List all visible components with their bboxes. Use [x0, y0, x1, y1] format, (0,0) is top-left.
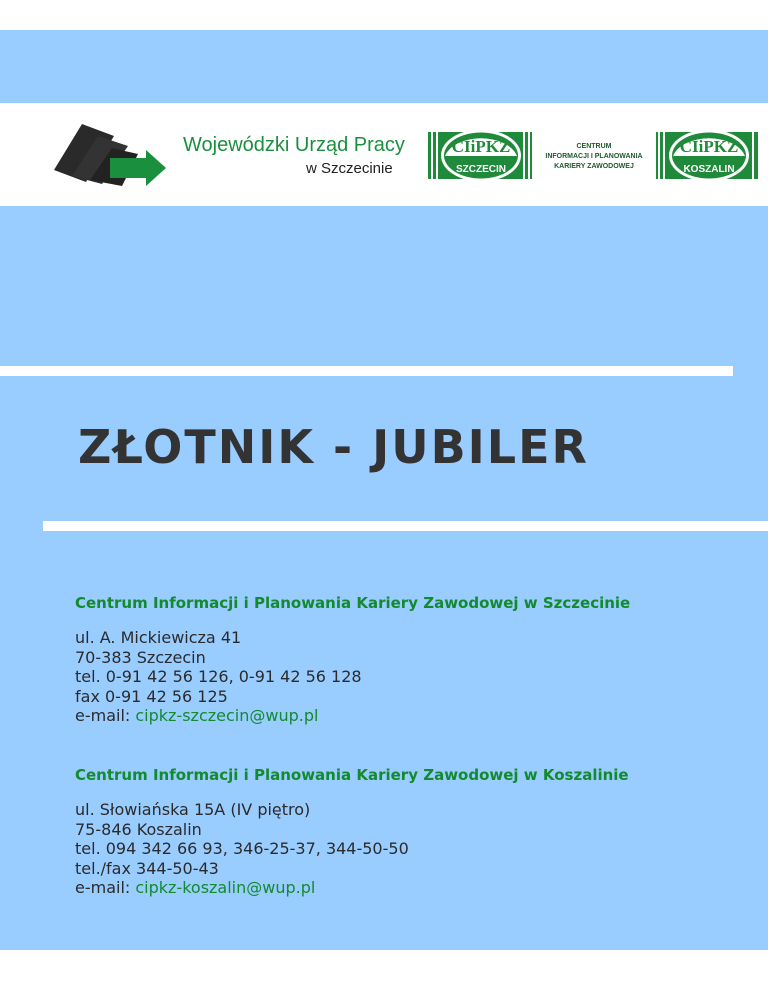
- contact-heading: Centrum Informacji i Planowania Kariery Zawodowej w Koszalinie: [75, 766, 629, 784]
- cipkz-banner-logo: [428, 128, 758, 183]
- contact-fax: fax 0-91 42 56 125: [75, 686, 228, 706]
- contact-phone: tel. 0-91 42 56 126, 0-91 42 56 128: [75, 667, 362, 686]
- contact-postal: 70-383 Szczecin: [75, 647, 206, 667]
- contact-email-line: [75, 706, 755, 726]
- wup-logo: [52, 122, 168, 188]
- contact-email-line: [75, 878, 755, 898]
- page-title: ZŁOTNIK - JUBILER: [78, 420, 589, 474]
- org-name: Wojewódzki Urząd Pracy: [183, 134, 405, 156]
- contact-heading: Centrum Informacji i Planowania Kariery Zawodowej w Szczecinie: [75, 594, 631, 612]
- right-logo-top-text: CIiPKZ: [679, 137, 739, 156]
- left-logo-top-text: CIiPKZ: [451, 137, 511, 156]
- banner-center-line2: INFORMACJI I PLANOWANIA: [545, 153, 643, 160]
- contact-address: ul. Słowiańska 15A (IV piętro): [75, 800, 311, 819]
- banner-center-line3: KARIERY ZAWODOWEJ: [554, 163, 634, 170]
- right-logo-bottom-text: KOSZALIN: [683, 164, 735, 175]
- email-link[interactable]: cipkz-szczecin@wup.pl: [135, 706, 319, 725]
- contact-koszalin: [75, 766, 755, 898]
- banner-center-line1: CENTRUM: [576, 143, 612, 150]
- contact-postal: 75-846 Koszalin: [75, 819, 202, 839]
- email-label: e-mail:: [75, 706, 136, 725]
- email-label: e-mail:: [75, 878, 136, 897]
- email-link[interactable]: cipkz-koszalin@wup.pl: [135, 878, 316, 897]
- contact-fax: tel./fax 344-50-43: [75, 858, 219, 878]
- divider-bottom: [43, 521, 768, 531]
- left-logo-bottom-text: SZCZECIN: [456, 164, 506, 175]
- divider-top: [0, 366, 733, 376]
- contact-szczecin: [75, 594, 755, 726]
- org-city: w Szczecinie: [306, 160, 393, 177]
- contact-phone: tel. 094 342 66 93, 346-25-37, 344-50-50: [75, 839, 409, 858]
- contact-address: ul. A. Mickiewicza 41: [75, 628, 242, 647]
